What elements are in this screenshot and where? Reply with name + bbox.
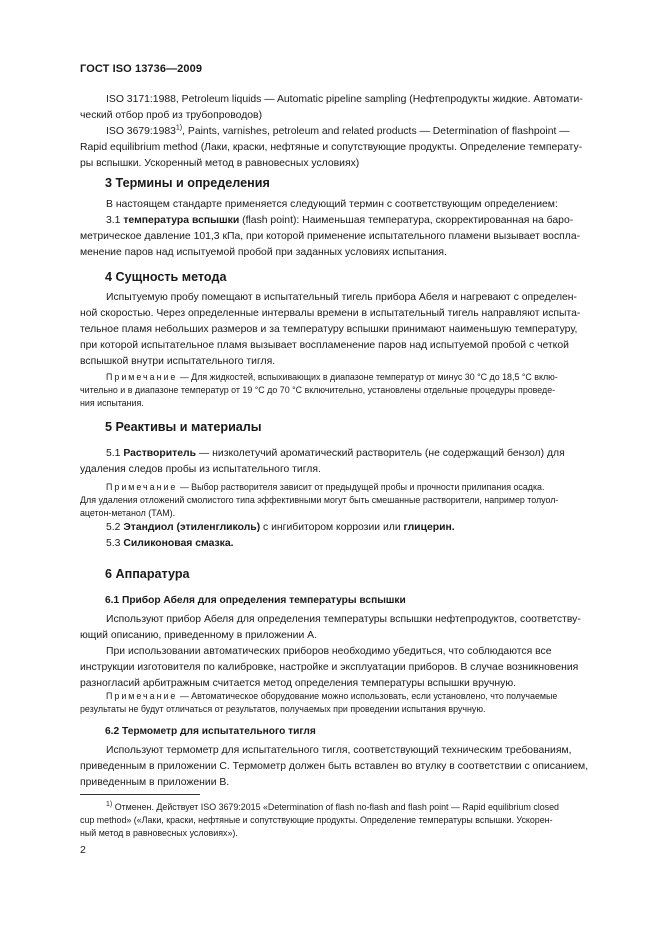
footnote-divider — [80, 794, 200, 795]
section-5-items — [80, 520, 580, 552]
section-4-note: Примечание — Для жидкостей, вспыхивающих в диапазоне температур от минус 30 °С до 18,5 °С вклю- чительно и в диапазоне температур от 19 °С до 70 °С включительно, установлены отдельные процедуры проведе- ния испытания. — [80, 372, 558, 408]
note-label: Примечание — [106, 372, 178, 382]
footnote-mark: 1) — [106, 801, 113, 809]
document-header: ГОСТ ISO 13736—2009 — [80, 63, 203, 75]
section-4-body: Испытуемую пробу помещают в испытательный тигель прибора Абеля и нагревают с определен- ной скоростью. Через определенные интервалы времени в испытательный тигель направляют испыта- тельное пламя небольших размеров и за температуру вспышки принимают наименьшую температуру, при которой испытательное пламя вызывает воспламенение паров над испытуемой пробой с четкой вспышкой внутри испытательного тигля. — [80, 292, 581, 367]
footnote-ref[interactable]: 1) — [175, 124, 183, 132]
section-6-note: Примечание — Автоматическое оборудование можно использовать, если установлено, что получаемые результаты не будут отличаться от результатов, получаемых при проведении испытания вручную. — [80, 691, 558, 714]
reference-iso-3171-cont: ческий отбор проб из трубопроводов) — [80, 110, 263, 121]
footnote: $^{1)}$ Отменен. Действует ISO 3679:2015 «Determination of flash no-flash and flash point — Rapid equilibrium closed cup method» («Лаки, краски, нефтяные и сопутствующие продукты. Определение температуры вспышки. Ускорен- ный метод в равновесных условиях»). — [80, 801, 559, 838]
reference-iso-3679: ISO 3679:1983$^{1)}$, Paints, varnishes, petroleum and related products — Determination of flashpoint — — [106, 124, 570, 137]
term-name: температура вспышки — [123, 215, 240, 226]
item-5-1: 5.1 Растворитель — низколетучий ароматический растворитель (не содержащий бензол) для — [106, 448, 565, 459]
reference-iso-3171: ISO 3171:1988, Petroleum liquids — Automatic pipeline sampling (Нефтепродукты жидкие. Автомати- — [106, 94, 583, 105]
section-5-note: Примечание — Выбор растворителя зависит от предыдущей пробы и прочности прилипания осадка. Для удаления отложений смолистого типа эффективными могут быть смешанные растворители, например толуол- ацетон-метанол (ТАМ). — [80, 482, 559, 518]
section-3-body: В настоящем стандарте применяется следующий термин с соответствующим определением: 3.1 температура вспышки (flash point): Наименьшая температура, скорректированная на баро- метрическое давление 101,3 кПа, при которой применение испытательного пламени вызывает воспла- менение паров над испытуемой пробой при заданных условиях испытания. — [80, 199, 581, 258]
section-3-intro: В настоящем стандарте применяется следующий термин с соответствующим определением: — [106, 199, 558, 210]
subsection-6-2-heading: 6.2 Термометр для испытательного тигля — [105, 726, 316, 737]
item-5-3: 5.3 Силиконовая смазка. — [106, 538, 234, 549]
subsection-6-1-heading: 6.1 Прибор Абеля для определения температуры вспышки — [105, 595, 406, 606]
term-definition: 3.1 температура вспышки (flash point): Наименьшая температура, скорректированная на баро- — [106, 215, 574, 226]
section-5-heading: 5 Реактивы и материалы — [105, 420, 262, 434]
note-label: Примечание — [106, 482, 178, 492]
section-4-heading: 4 Сущность метода — [105, 270, 227, 284]
normative-references — [80, 92, 583, 172]
section-3-heading: 3 Термины и определения — [105, 176, 270, 190]
item-5-2: 5.2 Этандиол (этиленгликоль) с ингибитором коррозии или глицерин. — [106, 522, 455, 533]
reference-iso-3679-cont: Rapid equilibrium method (Лаки, краски, нефтяные и сопутствующие продукты. Определение температу- — [80, 142, 583, 153]
reference-iso-3679-cont: ры вспышки. Ускоренный метод в равновесных условиях) — [80, 158, 360, 169]
subsection-6-1-body: Используют прибор Абеля для определения температуры вспышки нефтепродуктов, соответству- ющий описанию, приведенному в приложении А. При использовании автоматических приборов необходимо убедиться, что соблюдаются все инструкции изготовителя по калибровке, настройке и эксплуатации приборов. В случае возникновения разногласий арбитражным считается метод определения температуры вспышки вручную. — [80, 614, 581, 689]
note-label: Примечание — [106, 691, 178, 701]
page-number: 2 — [80, 844, 86, 856]
section-6-heading: 6 Аппаратура — [105, 567, 190, 581]
subsection-6-2-body: Используют термометр для испытательного тигля, соответствующий техническим требованиям, приведенным в приложении С. Термометр должен быть вставлен во втулку в соответствии с описанием, приведенным в приложении В. — [80, 745, 589, 788]
section-5-body: 5.1 Растворитель — низколетучий ароматический растворитель (не содержащий бензол) для удаления следов пробы из испытательного тигля. — [80, 446, 580, 478]
